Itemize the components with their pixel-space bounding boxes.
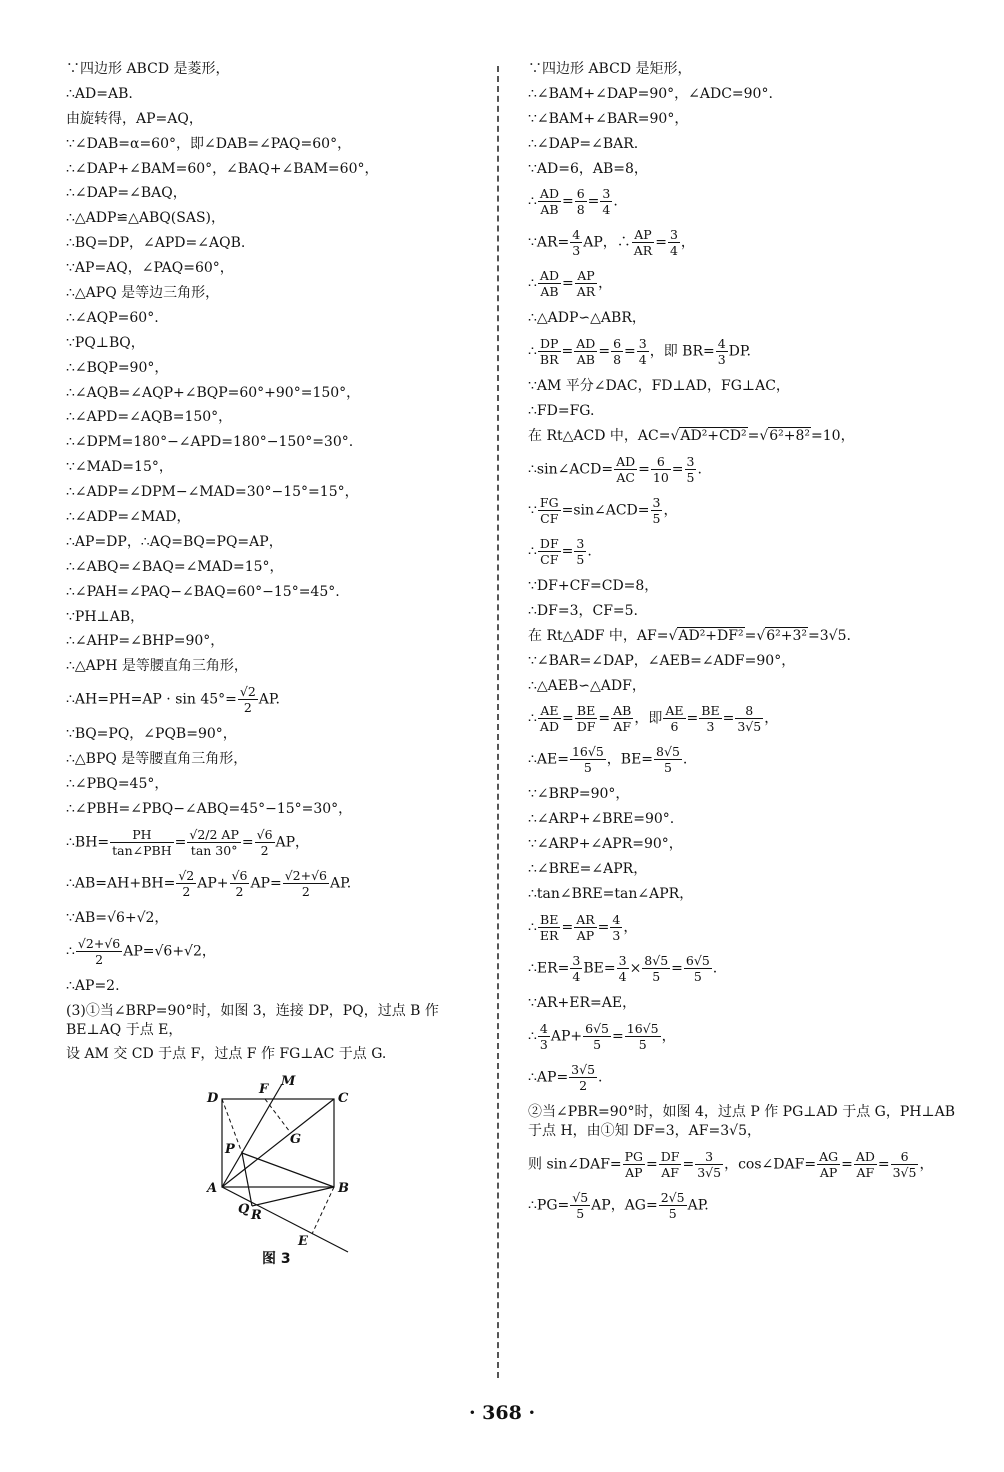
text-line: ∴∠ABQ=∠BAQ=∠MAD=15°， bbox=[66, 558, 284, 575]
equation: ∴ER= $\frac{3}{4}$ BE= $\frac{3}{4}$ × $\frac{8√5}{5}$ = $\frac{6√5}{5}$ . bbox=[528, 952, 718, 984]
text-line: ∵∠DAB=α=60°，即∠DAB=∠PAQ=60°， bbox=[66, 135, 352, 152]
label-P: P bbox=[225, 1142, 235, 1158]
equation: ∴sin∠ACD= $\frac{AD}{AC}$ = $\frac{6}{10}$ = $\frac{3}{5}$ . bbox=[528, 454, 702, 486]
text-line: ∴△APQ 是等边三角形， bbox=[66, 285, 220, 302]
text-line: ∴FD=FG. bbox=[528, 403, 595, 420]
text-line: ∴∠PBQ=45°， bbox=[66, 776, 169, 793]
text-line: ∴∠DAP+∠BAM=60°，∠BAQ+∠BAM=60°， bbox=[66, 160, 379, 177]
text-line: ∴∠APD=∠AQB=150°， bbox=[66, 409, 233, 426]
equation: ∴ $\frac{AD}{AB}$ = $\frac{AP}{AR}$ ， bbox=[528, 268, 613, 300]
equation: ∴BH= PH tan∠PBH = $\frac{√2/2 AP}{\tan 30^\circ}$ = $\frac{√6}{2}$ AP， bbox=[66, 826, 310, 858]
text-line: ∴△AEB∽△ADF， bbox=[528, 677, 646, 694]
text-line: ∴∠ARP+∠BRE=90°. bbox=[528, 811, 675, 828]
text-line: ∴∠DPM=180°−∠APD=180°−150°=30°. bbox=[66, 434, 354, 451]
equation: ∴ $\frac{4}{3}$ AP+ $\frac{6√5}{5}$ = $\frac{16√5}{5}$ ， bbox=[528, 1020, 676, 1052]
text-line: ∵AD=6，AB=8， bbox=[528, 160, 648, 177]
page-number: · 368 · bbox=[468, 1402, 536, 1424]
label-F: F bbox=[259, 1082, 269, 1098]
equation: ∵AR= $\frac{4}{3}$ AP，∴ $\frac{AP}{AR}$ = $\frac{3}{4}$ ， bbox=[528, 227, 695, 259]
geometry-figure-3 bbox=[66, 1074, 496, 1274]
text-line: 由旋转得，AP=AQ， bbox=[66, 110, 203, 127]
equation: ∴AP= $\frac{3√5}{2}$ . bbox=[528, 1061, 603, 1093]
text-line: ∴△BPQ 是等腰直角三角形， bbox=[66, 751, 248, 768]
label-D: D bbox=[207, 1091, 219, 1107]
text-line: ∴∠DAP=∠BAQ， bbox=[66, 185, 187, 202]
equation: ∵ $\frac{FG}{CF}$ =sin∠ACD= $\frac{3}{5}$ ， bbox=[528, 495, 678, 527]
figure-3-diagram bbox=[66, 1074, 496, 1274]
text-line: ∴∠BQP=90°， bbox=[66, 359, 169, 376]
text-line: ∵四边形 ABCD 是菱形， bbox=[66, 61, 230, 77]
text-line: ∴∠AHP=∠BHP=90°， bbox=[66, 633, 225, 650]
left-column bbox=[66, 60, 486, 1274]
text-line: ∵∠MAD=15°， bbox=[66, 459, 173, 476]
text-line: ∵四边形 ABCD 是矩形， bbox=[528, 61, 692, 77]
equation: ∴PG= $\frac{√5}{5}$ AP，AG= $\frac{2√5}{5}$ AP. bbox=[528, 1189, 709, 1221]
text-line: ∴∠AQP=60°. bbox=[66, 309, 159, 326]
label-E: E bbox=[298, 1234, 308, 1250]
label-A: A bbox=[207, 1181, 218, 1197]
text-line: ∵AR+ER=AE， bbox=[528, 994, 637, 1011]
label-Q: Q bbox=[238, 1202, 250, 1218]
column-divider bbox=[497, 66, 499, 1378]
text-line: 设 AM 交 CD 于点 F，过点 F 作 FG⊥AC 于点 G. bbox=[66, 1046, 387, 1063]
text-line: ∵∠BRP=90°， bbox=[528, 786, 630, 803]
equation: ∴AB=AH+BH= $\frac{√2}{2}$ AP+ $\frac{√6}{2}$ AP= $\frac{√2+√6}{2}$ AP. bbox=[66, 867, 352, 899]
text-line: ∴∠PAH=∠PAQ−∠BAQ=60°−15°=45°. bbox=[66, 583, 340, 600]
text-line: ∴△APH 是等腰直角三角形， bbox=[66, 658, 248, 675]
text-line: ∵∠BAR=∠DAP，∠AEB=∠ADF=90°， bbox=[528, 652, 796, 669]
label-G: G bbox=[290, 1132, 302, 1148]
text-line: ∵DF+CF=CD=8， bbox=[528, 578, 659, 595]
equation: ∴ $\frac{DP}{BR}$ = $\frac{AD}{AB}$ = $\frac{6}{8}$ = $\frac{3}{4}$ ，即 BR= $\frac{4}{3}$ DP. bbox=[528, 336, 751, 368]
equation: ∴AH=PH=AP · sin 45°= $\frac{√2}{2}$ AP. bbox=[66, 684, 280, 716]
text-line: ∵AB=√6+√2， bbox=[66, 909, 169, 926]
text-line: ∴AP=2. bbox=[66, 977, 120, 994]
text-line: ∴∠BAM+∠DAP=90°，∠ADC=90°. bbox=[528, 85, 773, 102]
text-line: ∴△ADP≌△ABQ(SAS)， bbox=[66, 210, 226, 227]
text-line: ∵∠BAM+∠BAR=90°， bbox=[528, 110, 689, 127]
text-line: ∴∠ADP=∠MAD， bbox=[66, 509, 191, 526]
text-line: ∴∠DAP=∠BAR. bbox=[528, 135, 639, 152]
figure-caption: 图 3 bbox=[262, 1251, 291, 1268]
label-R: R bbox=[251, 1208, 262, 1224]
text-line: ∴tan∠BRE=tan∠APR， bbox=[528, 886, 694, 903]
text-line: ∵PH⊥AB， bbox=[66, 608, 145, 625]
text-line: ∵∠ARP+∠APR=90°， bbox=[528, 836, 683, 853]
label-C: C bbox=[338, 1091, 349, 1107]
text-line: ∴AP=DP，∴AQ=BQ=PQ=AP， bbox=[66, 533, 283, 550]
text-line: ∴∠BRE=∠APR， bbox=[528, 861, 648, 878]
text-line: ∴∠ADP=∠DPM−∠MAD=30°−15°=15°， bbox=[66, 484, 359, 501]
equation: ∴ $\frac{AD}{AB}$ = $\frac{6}{8}$ = $\frac{3}{4}$ . bbox=[528, 186, 618, 218]
text-line: ∵AP=AQ，∠PAQ=60°， bbox=[66, 260, 234, 277]
equation: ∴ $\frac{AE}{AD}$ = $\frac{BE}{DF}$ = $\frac{AB}{AF}$ ，即 $\frac{AE}{6}$ = $\frac{BE}{3}$ = $\frac{8}{3√5}$ ， bbox=[528, 703, 779, 735]
text-line: ∵AM 平分∠DAC，FD⊥AD，FG⊥AC， bbox=[528, 378, 790, 395]
right-column bbox=[528, 60, 958, 1231]
label-B: B bbox=[338, 1181, 349, 1197]
text-line: ∵BQ=PQ，∠PQB=90°， bbox=[66, 726, 237, 743]
equation: ∴AE= $\frac{16√5}{5}$ ，BE= $\frac{8√5}{5}$ . bbox=[528, 744, 688, 776]
text-line: ∴∠PBH=∠PBQ−∠ABQ=45°−15°=30°， bbox=[66, 800, 353, 817]
equation: ∴ $\frac{√2+√6}{2}$ AP=√6+√2， bbox=[66, 935, 216, 967]
equation: ∴ $\frac{DF}{CF}$ = $\frac{3}{5}$ . bbox=[528, 536, 592, 568]
equation: 则 sin∠DAF= $\frac{PG}{AP}$ = $\frac{DF}{AF}$ = $\frac{3}{3√5}$ ，cos∠DAF= $\frac{AG}{AP}$ = $\frac{AD}{AF}$ = $\frac{6}{3√5}$ ， bbox=[528, 1148, 934, 1180]
equation: 在 Rt△ADF 中，AF=√AD²+DF²=√6²+3²=3√5. bbox=[528, 627, 851, 644]
text-line: ∴BQ=DP，∠APD=∠AQB. bbox=[66, 235, 246, 252]
text-line: ∴△ADP∽△ABR， bbox=[528, 310, 646, 327]
text-line: ∴∠AQB=∠AQP+∠BQP=60°+90°=150°， bbox=[66, 384, 361, 401]
equation: 在 Rt△ACD 中，AC=√AD²+CD²=√6²+8²=10， bbox=[528, 428, 855, 445]
text-line: (3)①当∠BRP=90°时，如图 3，连接 DP，PQ，过点 B 作 BE⊥AQ 于点 E， bbox=[66, 1002, 439, 1038]
label-M: M bbox=[281, 1074, 296, 1090]
equation: ∴ $\frac{BE}{ER}$ = $\frac{AR}{AP}$ = $\frac{4}{3}$ ， bbox=[528, 911, 638, 943]
text-line: ②当∠PBR=90°时，如图 4，过点 P 作 PG⊥AD 于点 G，PH⊥AB 于点 H，由①知 DF=3，AF=3√5， bbox=[528, 1103, 956, 1139]
text-line: ∵PQ⊥BQ， bbox=[66, 334, 145, 351]
text-line: ∴DF=3，CF=5. bbox=[528, 602, 638, 619]
text-line: ∴AD=AB. bbox=[66, 85, 133, 102]
